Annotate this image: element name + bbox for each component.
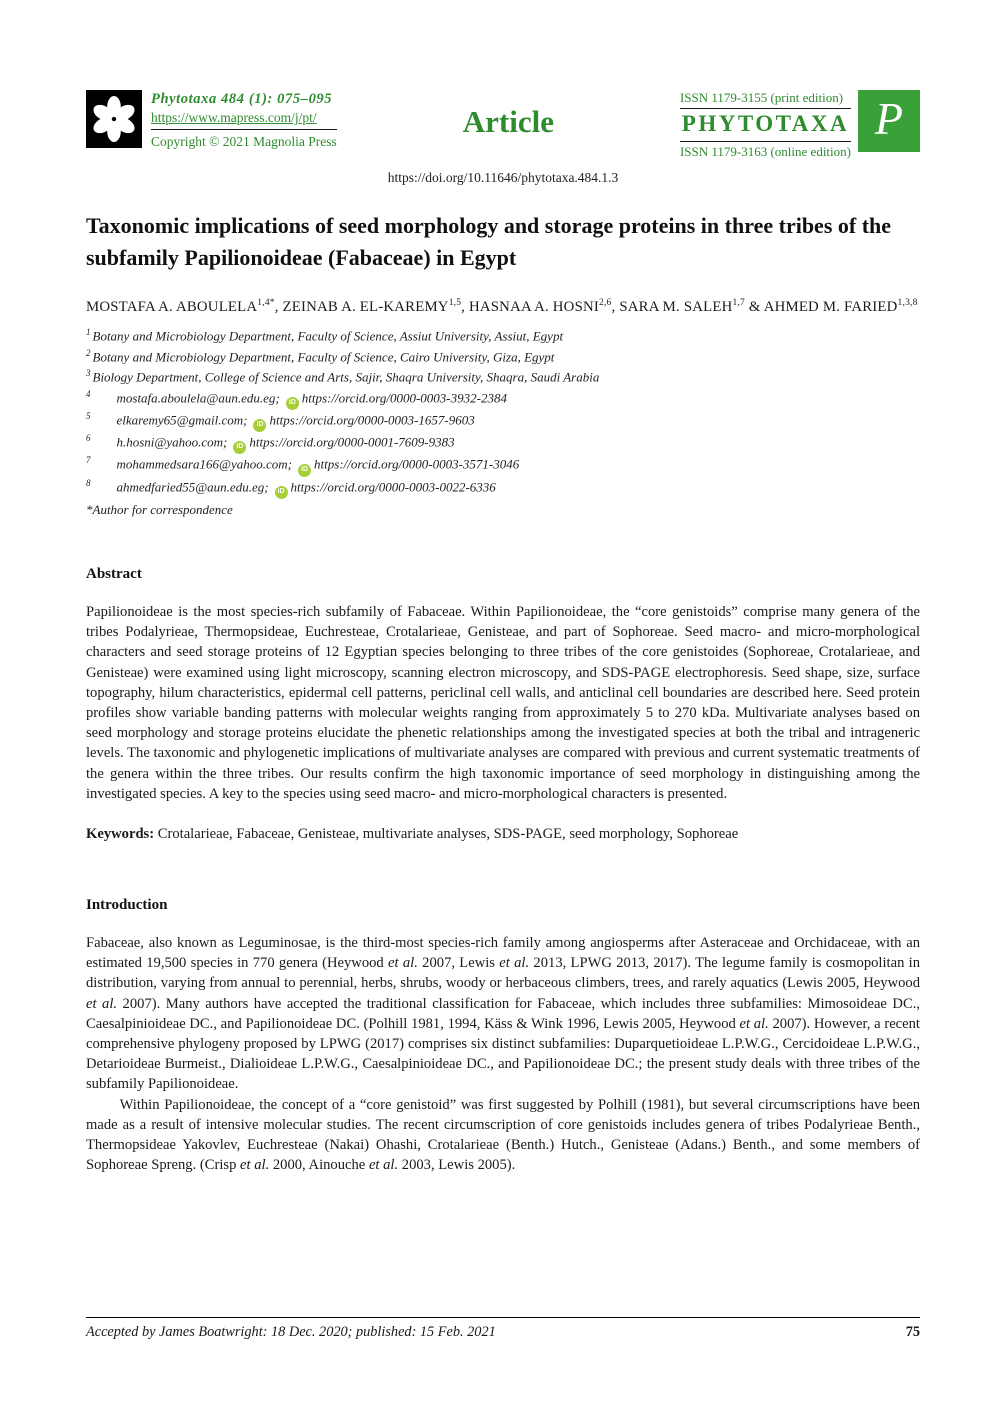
author-name: HASNAA A. HOSNI: [468, 299, 600, 316]
contact-row: $^6$ h.hosni@yahoo.com; iD https://orcid.org/0000-0001-7609-9383: [86, 432, 920, 454]
abstract-heading: Abstract: [86, 566, 142, 583]
orcid-link[interactable]: https://orcid.org/0000-0003-0022-6336: [290, 478, 496, 494]
contact-row: $^8$ ahmedfaried55@aun.edu.eg; iD https://orcid.org/0000-0003-0022-6336: [86, 477, 920, 499]
contact-row: $^7$ mohammedsara166@yahoo.com; iD https://orcid.org/0000-0003-3571-3046: [86, 454, 920, 476]
keywords-line: [86, 826, 920, 843]
affiliation-text: Botany and Microbiology Department, Faculty of Science, Cairo University, Giza, Egypt: [92, 349, 555, 365]
affiliation-row: $^3$ Biology Department, College of Science and Arts, Sajir, Shaqra University, Shaqra, Saudi Arabia: [86, 368, 600, 385]
introduction-paragraph-2: Within Papilionoideae, the concept of a “core genistoid” was first suggested by Polhill (1981), but several circumscriptions have been made as a result of intensive molecular studies. The recent circumscription of core genistoids includes genera of tribes Podalyrieae Benth., Thermopsideae Yakovlev, Euchresteae (Nakai) Ohashi, Crotalarieae (Benth.) Hutch., Genisteae (Adans.) Benth., and some members of Sophoreae Spreng. (Crisp et al. 2000, Ainouche et al. 2003, Lewis 2005).: [86, 1096, 920, 1174]
page-footer: [86, 1317, 920, 1341]
author-sup: 1,3,8: [897, 298, 918, 309]
orcid-icon: iD: [233, 441, 246, 454]
paper-title: Taxonomic implications of seed morphology and storage proteins in three tribes of the subfamily Papilionoideae (Fabaceae) in Egypt: [86, 213, 892, 271]
author-sup: 1,5: [448, 298, 462, 309]
email-link[interactable]: elkaremy65@gmail.com;: [116, 412, 248, 428]
email-link[interactable]: mohammedsara166@yahoo.com;: [116, 456, 293, 472]
article-type-label: Article: [462, 104, 554, 139]
magnolia-flower-logo-icon: [86, 90, 142, 148]
author-name: ZEINAB A. EL-KAREMY: [282, 299, 449, 316]
orcid-icon: iD: [275, 486, 288, 499]
affiliation-text: Botany and Microbiology Department, Faculty of Science, Assiut University, Assiut, Egypt: [92, 328, 564, 344]
introduction-heading: Introduction: [86, 897, 168, 914]
email-link[interactable]: h.hosni@yahoo.com;: [116, 434, 228, 450]
affiliations-block: [86, 326, 920, 520]
contact-row: $^5$ elkaremy65@gmail.com; iD https://orcid.org/0000-0003-1657-9603: [86, 410, 920, 432]
contact-row: $^4$ mostafa.aboulela@aun.edu.eg; iD https://orcid.org/0000-0003-3932-2384: [86, 388, 920, 410]
orcid-icon: iD: [253, 419, 266, 432]
orcid-link[interactable]: https://orcid.org/0000-0001-7609-9383: [249, 434, 455, 450]
masthead-right: [680, 90, 920, 160]
author-name: MOSTAFA A. ABOULELA: [86, 299, 258, 316]
affiliation-row: $^2$ Botany and Microbiology Department, Faculty of Science, Cairo University, Giza, Egypt: [86, 347, 555, 365]
journal-issue-line: Phytotaxa 484 (1): 075–095: [151, 91, 333, 107]
author-name: AHMED M. FARIED: [763, 299, 898, 316]
journal-url-link[interactable]: https://www.mapress.com/j/pt/: [151, 109, 317, 125]
masthead-journal-info: [151, 90, 337, 151]
masthead-left: [86, 90, 337, 151]
doi-link[interactable]: https://doi.org/10.11646/phytotaxa.484.1.3: [387, 170, 619, 186]
author-sup: 1,7: [732, 298, 745, 309]
copyright-line: Copyright © 2021 Magnolia Press: [151, 129, 337, 151]
phytotaxa-p-logo-icon: P: [858, 90, 920, 152]
keywords-label: Keywords:: [86, 826, 155, 843]
affiliation-row: $^1$ Botany and Microbiology Department, Faculty of Science, Assiut University, Assiut, Egypt: [86, 327, 564, 344]
journal-name: PHYTOTAXA: [680, 109, 851, 142]
author-sup: 1,4*: [257, 298, 275, 309]
issn-online-line: ISSN 1179-3163 (online edition): [679, 144, 851, 159]
issn-print-line: ISSN 1179-3155 (print edition): [680, 90, 851, 109]
affiliation-text: Biology Department, College of Science and Arts, Sajir, Shaqra University, Shaqra, Saudi Arabia: [92, 369, 600, 385]
email-link[interactable]: ahmedfaried55@aun.edu.eg;: [116, 478, 269, 494]
masthead: [86, 90, 920, 160]
abstract-paragraph: Papilionoideae is the most species-rich subfamily of Fabaceae. Within Papilionoideae, the “core genistoids” comprise many genera of the tribes Podalyrieae, Thermopsideae, Euchresteae, Crotalarieae, Genisteae, and part of Sophoreae. Seed macro- and micro-morphological characters and seed storage proteins of 12 Egyptian species belonging to three tribes of the core genistoides (Sophoreae, Crotalarieae, and Genisteae) were examined using light microscopy, scanning electron microscopy, and SDS-PAGE electrophoresis. Seed shape, size, surface topography, hilum characteristics, epidermal cell patterns, periclinal cell walls, and anticlinal cell boundaries are described here. Seed protein profiles show variable banding patterns with molecular weights ranging from approximately 5 to 270 kDa. Multivariate analyses based on seed morphology and storage proteins elucidate the phenetic relationships among the investigated species at both the tribal and intrageneric levels. The taxonomic and phylogenetic implications of multivariate analyses are compared with previous and current systematic treatments of the genera within the three tribes. Our results confirm the high taxonomic importance of seed morphology in distinguishing among the investigated species. A key to the species using seed macro- and micro-morphological characters is presented.: [86, 604, 920, 802]
orcid-link[interactable]: https://orcid.org/0000-0003-1657-9603: [269, 412, 475, 428]
orcid-icon: iD: [298, 464, 311, 477]
author-sup: 2,6: [599, 298, 612, 309]
accepted-published-line: Accepted by James Boatwright: 18 Dec. 2020; published: 15 Feb. 2021: [86, 1324, 496, 1340]
orcid-link[interactable]: https://orcid.org/0000-0003-3571-3046: [314, 456, 520, 472]
doi-line: [86, 170, 920, 186]
orcid-link[interactable]: https://orcid.org/0000-0003-3932-2384: [301, 389, 507, 405]
author-name: SARA M. SALEH: [619, 299, 733, 316]
correspondence-note: *Author for correspondence: [86, 501, 233, 517]
email-link[interactable]: mostafa.aboulela@aun.edu.eg;: [116, 389, 280, 405]
issn-block: [680, 90, 851, 160]
authors-line: MOSTAFA A. $ABOULELA^{1,4*}$, ZEINAB A. EL-KAREMY$^{1,5}$, HASNAA A. HOSNI$^{2,6}$, SARA M. SALEH$^{1,7}$ & AHMED M. FARIED$^{1,3,8}$: [86, 298, 918, 316]
orcid-icon: iD: [286, 397, 299, 410]
keywords-text: Crotalarieae, Fabaceae, Genisteae, multivariate analyses, SDS-PAGE, seed morphology, Sophoreae: [154, 826, 739, 843]
page-number: 75: [905, 1324, 920, 1340]
introduction-paragraph-1: Fabaceae, also known as Leguminosae, is the third-most species-rich family among angiosperms after Asteraceae and Orchidaceae, with an estimated 19,500 species in 770 genera (Heywood et al. 2007, Lewis et al. 2013, LPWG 2013, 2017). The legume family is cosmopolitan in distribution, varying from annual to perennial, herbs, shrubs, woody or herbaceous climbers, trees, and rarely aquatics (Lewis 2005, Heywood et al. 2007). Many authors have accepted the traditional classification for Fabaceae, which includes three subfamilies: Mimosoideae DC., Caesalpinioideae DC., and Papilionoideae DC. (Polhill 1981, 1994, Käss & Wink 1996, Lewis 2005, Heywood et al. 2007). However, a recent comprehensive phylogeny proposed by LPWG (2017) comprises six distinct subfamilies: Duparquetioideae L.P.W.G., Cercidoideae L.P.W.G., Detarioideae Burmeist., Dialioideae L.P.W.G., Caesalpinioideae DC., and Papilionoideae DC.; the present study deals with three tribes of the subfamily Papilionoideae.: [86, 935, 921, 1093]
